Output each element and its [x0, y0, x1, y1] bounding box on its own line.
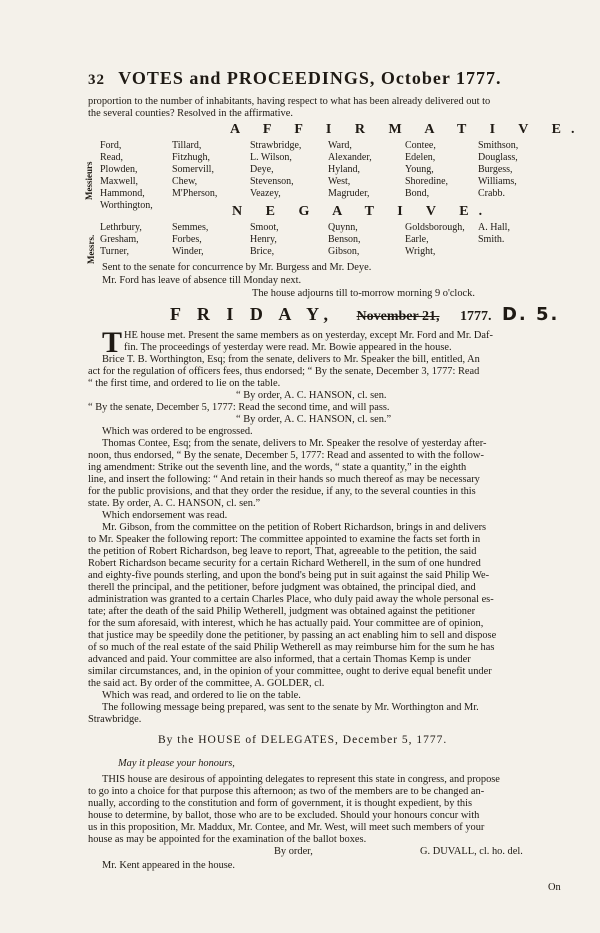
body-line: similar circumstances, and, in the opinion of your committee, ought to derive equal benefit under	[88, 666, 492, 677]
closing-line: Mr. Kent appeared in the house.	[102, 860, 236, 871]
member-name: Lethrbury,	[100, 222, 142, 233]
catchword: On	[548, 882, 561, 893]
member-name: Earle,	[405, 234, 429, 245]
body-line: Brice T. B. Worthington, Esq; from the senate, delivers to Mr. Speaker the bill, entitled, An	[102, 354, 480, 365]
body-line: act for the regulation of officers fees, thus endorsed; “ By the senate, December 3, 1777: Read	[88, 366, 480, 377]
body-line: ing amendment: Strike out the seventh line, and the words, “ state a quantity,” in the eighth	[88, 462, 467, 473]
member-name: Magruder,	[328, 188, 370, 199]
salutation: May it please your honours,	[118, 758, 235, 769]
member-name: Worthington,	[100, 200, 153, 211]
after-votes-line: Sent to the senate for concurrence by Mr. Burgess and Mr. Deye.	[102, 262, 372, 273]
member-name: Deye,	[250, 164, 274, 175]
intro-line-1: proportion to the number of inhabitants, having respect to what has been already delivered out to	[88, 96, 491, 107]
member-name: M'Pherson,	[172, 188, 218, 199]
member-name: Maxwell,	[100, 176, 139, 187]
body-line: Thomas Contee, Esq; from the senate, delivers to Mr. Speaker the resolve of yesterday after-	[102, 438, 487, 449]
member-name: Williams,	[478, 176, 517, 187]
message-heading: By the HOUSE of DELEGATES, December 5, 1777.	[158, 734, 448, 746]
struck-date: November 21,	[356, 309, 440, 324]
member-name: Plowden,	[100, 164, 138, 175]
body-line: administration was granted to a certain Charles Place, who duly paid away the whole personal es-	[88, 594, 494, 605]
message-signer: G. DUVALL, cl. ho. del.	[420, 846, 523, 857]
member-name: West,	[328, 176, 351, 187]
after-votes-line: Mr. Ford has leave of absence till Monday next.	[102, 275, 302, 286]
member-name: L. Wilson,	[250, 152, 292, 163]
drop-cap: T	[102, 326, 123, 359]
body-line: “ By order, A. C. HANSON, cl. sen.	[236, 390, 387, 401]
message-line: house as may be appointed for the examination of the ballot boxes.	[88, 834, 367, 845]
member-name: Read,	[100, 152, 124, 163]
body-line: line, and insert the following: “ And retain in their hands so much thereof as may be necessary	[88, 474, 480, 485]
affirmative-column-5	[405, 140, 448, 200]
affirmative-title: A F F I R M A T I V E.	[230, 122, 585, 137]
member-name: Edelen,	[405, 152, 436, 163]
affirmative-column-3	[250, 140, 301, 200]
body-line: the petition of Robert Richardson, beg leave to report, That, agreeable to the petition, the said	[88, 546, 477, 557]
affirmative-column-1	[100, 140, 153, 212]
body-line: Which was ordered to be engrossed.	[102, 426, 253, 437]
message-line: us in this proposition, Mr. Maddux, Mr. Contee, and Mr. West, will meet such members of your	[88, 822, 485, 833]
negative-column-2	[172, 222, 208, 258]
member-name: Contee,	[405, 140, 436, 151]
page-header	[88, 68, 502, 89]
body-line: for the public provisions, and that they order the residue, if any, to the several counties in this	[88, 486, 476, 497]
body-line: Mr. Gibson, from the committee on the petition of Robert Richardson, brings in and delivers	[102, 522, 487, 533]
body-line: tate; after the death of the said Philip Wetherell, judgment was obtained against the petitioner	[88, 606, 476, 617]
member-name: Smithson,	[478, 140, 519, 151]
body-line: HE house met. Present the same members as on yesterday, except Mr. Ford and Mr. Daf-	[124, 330, 493, 341]
negative-column-1	[100, 222, 142, 258]
member-name: Ward,	[328, 140, 352, 151]
member-name: Quynn,	[328, 222, 358, 233]
after-votes-line: The house adjourns till to-morrow morning 9 o'clock.	[252, 288, 475, 299]
member-name: Douglass,	[478, 152, 518, 163]
member-name: Burgess,	[478, 164, 513, 175]
message-line: to go into a choice for that purpose this afternoon; as two of the members are to be changed an-	[88, 786, 485, 797]
body-line: “ By the senate, December 5, 1777: Read the second time, and will pass.	[88, 402, 390, 413]
message-by-order: By order,	[274, 846, 313, 857]
body-line: noon, thus endorsed, “ By the senate, December 5, 1777: Read and assented to with the follow-	[88, 450, 484, 461]
page-title: VOTES and PROCEEDINGS, October 1777.	[118, 68, 502, 88]
body-line: and eighty-five pounds sterling, and upon the bond's being put in suit against the said Philip We-	[88, 570, 490, 581]
affirmative-column-6	[478, 140, 518, 200]
body-line: for the sum aforesaid, with interest, which he has actually paid. Your committee are of opinion,	[88, 618, 484, 629]
negative-column-3	[250, 222, 279, 258]
body-line: the said act. By order of the committee, A. GOLDER, cl.	[88, 678, 325, 689]
affirmative-side-label: Messieurs	[84, 161, 94, 200]
year: 1777.	[459, 309, 492, 324]
member-name: Hyland,	[328, 164, 360, 175]
member-name: Young,	[405, 164, 434, 175]
negative-column-5	[405, 222, 465, 258]
intro-line-2: the several counties? Resolved in the affirmative.	[88, 108, 293, 119]
member-name: Gibson,	[328, 246, 360, 257]
member-name: Gresham,	[100, 234, 139, 245]
affirmative-column-2	[172, 140, 217, 200]
body-line: Robert Richardson became security for a certain Richard Wetherell, in the sum of one hundred	[88, 558, 481, 569]
message-line: nually, according to the constitution and form of government, it is thought expedient, by this	[88, 798, 472, 809]
body-line: state. By order, A. C. HANSON, cl. sen.”	[88, 498, 261, 509]
member-name: Forbes,	[172, 234, 202, 245]
negative-title: N E G A T I V E.	[232, 204, 493, 219]
body-line: Which was read, and ordered to lie on the table.	[102, 690, 301, 701]
member-name: Winder,	[172, 246, 204, 257]
member-name: Ford,	[100, 140, 122, 151]
day-name: F R I D A Y,	[170, 304, 335, 324]
member-name: Brice,	[250, 246, 275, 257]
member-name: Alexander,	[328, 152, 372, 163]
member-name: Goldsborough,	[405, 222, 465, 233]
negative-column-6	[478, 222, 510, 246]
member-name: Henry,	[250, 234, 277, 245]
member-name: Smoot,	[250, 222, 279, 233]
member-name: Stevenson,	[250, 176, 294, 187]
member-name: Fitzhugh,	[172, 152, 211, 163]
body-line: fin. The proceedings of yesterday were read. Mr. Bowie appeared in the house.	[124, 342, 452, 353]
member-name: Hammond,	[100, 188, 145, 199]
affirmative-column-4	[328, 140, 372, 200]
body-line: to Mr. Speaker the following report: The committee appointed to examine the facts set forth in	[88, 534, 481, 545]
member-name: Benson,	[328, 234, 361, 245]
member-name: A. Hall,	[478, 222, 510, 233]
day-heading	[170, 304, 559, 325]
member-name: Crabb.	[478, 188, 505, 199]
member-name: Semmes,	[172, 222, 209, 233]
member-name: Tillard,	[172, 140, 202, 151]
body-line: of so much of the real estate of the said Philip Wetherell as may reimburse him for the sum he has	[88, 642, 495, 653]
member-name: Bond,	[405, 188, 430, 199]
body-line: that justice may be speedily done the petitioner, by passing an act enabling him to sell and dispose	[88, 630, 497, 641]
body-line: advanced and paid. Your committee are also informed, that a certain Thomas Kemp is under	[88, 654, 471, 665]
negative-side-label: Messrs.	[86, 234, 96, 264]
message-line: THIS house are desirous of appointing delegates to represent this state in congress, and propose	[102, 774, 500, 785]
message-line: house to determine, by ballot, those who are to be excluded. Should your honours concur with	[88, 810, 480, 821]
body-line: “ By order, A. C. HANSON, cl. sen.”	[236, 414, 392, 425]
body-line: Strawbridge.	[88, 714, 142, 725]
member-name: Wright,	[405, 246, 436, 257]
body-line: therell the principal, and the petitioner, before judgment was obtained, the principal died, and	[88, 582, 476, 593]
body-line: Which endorsement was read.	[102, 510, 228, 521]
negative-column-4	[328, 222, 361, 258]
handwritten-date: D. 5.	[501, 304, 560, 325]
member-name: Shoredine,	[405, 176, 449, 187]
member-name: Veazey,	[250, 188, 281, 199]
member-name: Strawbridge,	[250, 140, 302, 151]
page-number: 32	[88, 72, 105, 88]
member-name: Somervill,	[172, 164, 214, 175]
body-line: The following message being prepared, was sent to the senate by Mr. Worthington and Mr.	[102, 702, 479, 713]
member-name: Smith.	[478, 234, 505, 245]
member-name: Turner,	[100, 246, 129, 257]
body-line: “ the first time, and ordered to lie on the table.	[88, 378, 281, 389]
member-name: Chew,	[172, 176, 198, 187]
